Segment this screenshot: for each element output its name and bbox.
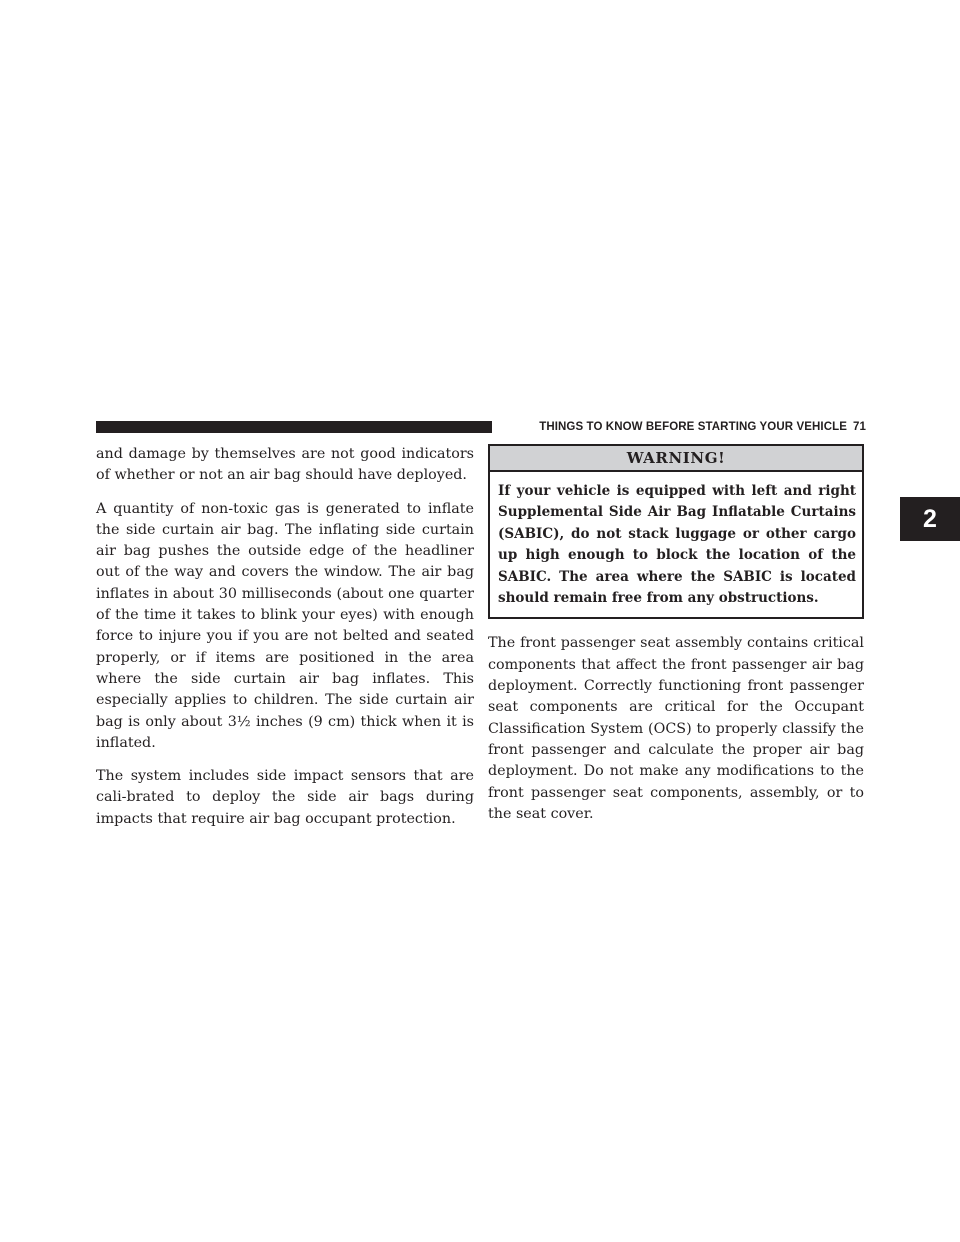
- header-rule: [96, 421, 492, 433]
- paragraph: A quantity of non-toxic gas is generated to inflate the side curtain air bag. The inflating side curtain air bag pushes the outside edge of the headliner out of the way and covers the window. The air bag inflates in about 30 milliseconds (about one quarter of the time it takes to blink your eyes) with enough force to injure you if you are not belted and seated properly, or if items are positioned in the area where the side curtain air bag inflates. This especially applies to children. The side curtain air bag is only about 3½ inches (9 cm) thick when it is inflated.: [96, 500, 474, 751]
- section-title: THINGS TO KNOW BEFORE STARTING YOUR VEHICLE: [539, 421, 847, 433]
- warning-box: [488, 444, 864, 619]
- header-text: [500, 419, 866, 435]
- warning-body: If your vehicle is equipped with left and right Supplemental Side Air Bag Inflatable Curtains (SABIC), do not stack luggage or other cargo up high enough to block the location of the SABIC. The area where the SABIC is located should remain free from any obstructions.: [498, 483, 856, 607]
- right-column: [488, 444, 864, 837]
- warning-title: WARNING!: [490, 446, 862, 472]
- left-column: [96, 444, 474, 842]
- chapter-tab: 2: [900, 497, 960, 541]
- page-number: 71: [853, 421, 866, 433]
- paragraph: The front passenger seat assembly contains critical components that affect the front passenger air bag deployment. Correctly functioning front passenger seat components are critical for the Occupant Classification System (OCS) to properly classify the front passenger and calculate the proper air bag deployment. Do not make any modifications to the front passenger seat components, assembly, or to the seat cover.: [488, 635, 864, 822]
- paragraph: The system includes side impact sensors that are cali-brated to deploy the side air bags during impacts that require air bag occupant protection.: [96, 768, 474, 827]
- paragraph: and damage by themselves are not good indicators of whether or not an air bag should have deployed.: [96, 446, 474, 484]
- running-header: [96, 419, 866, 435]
